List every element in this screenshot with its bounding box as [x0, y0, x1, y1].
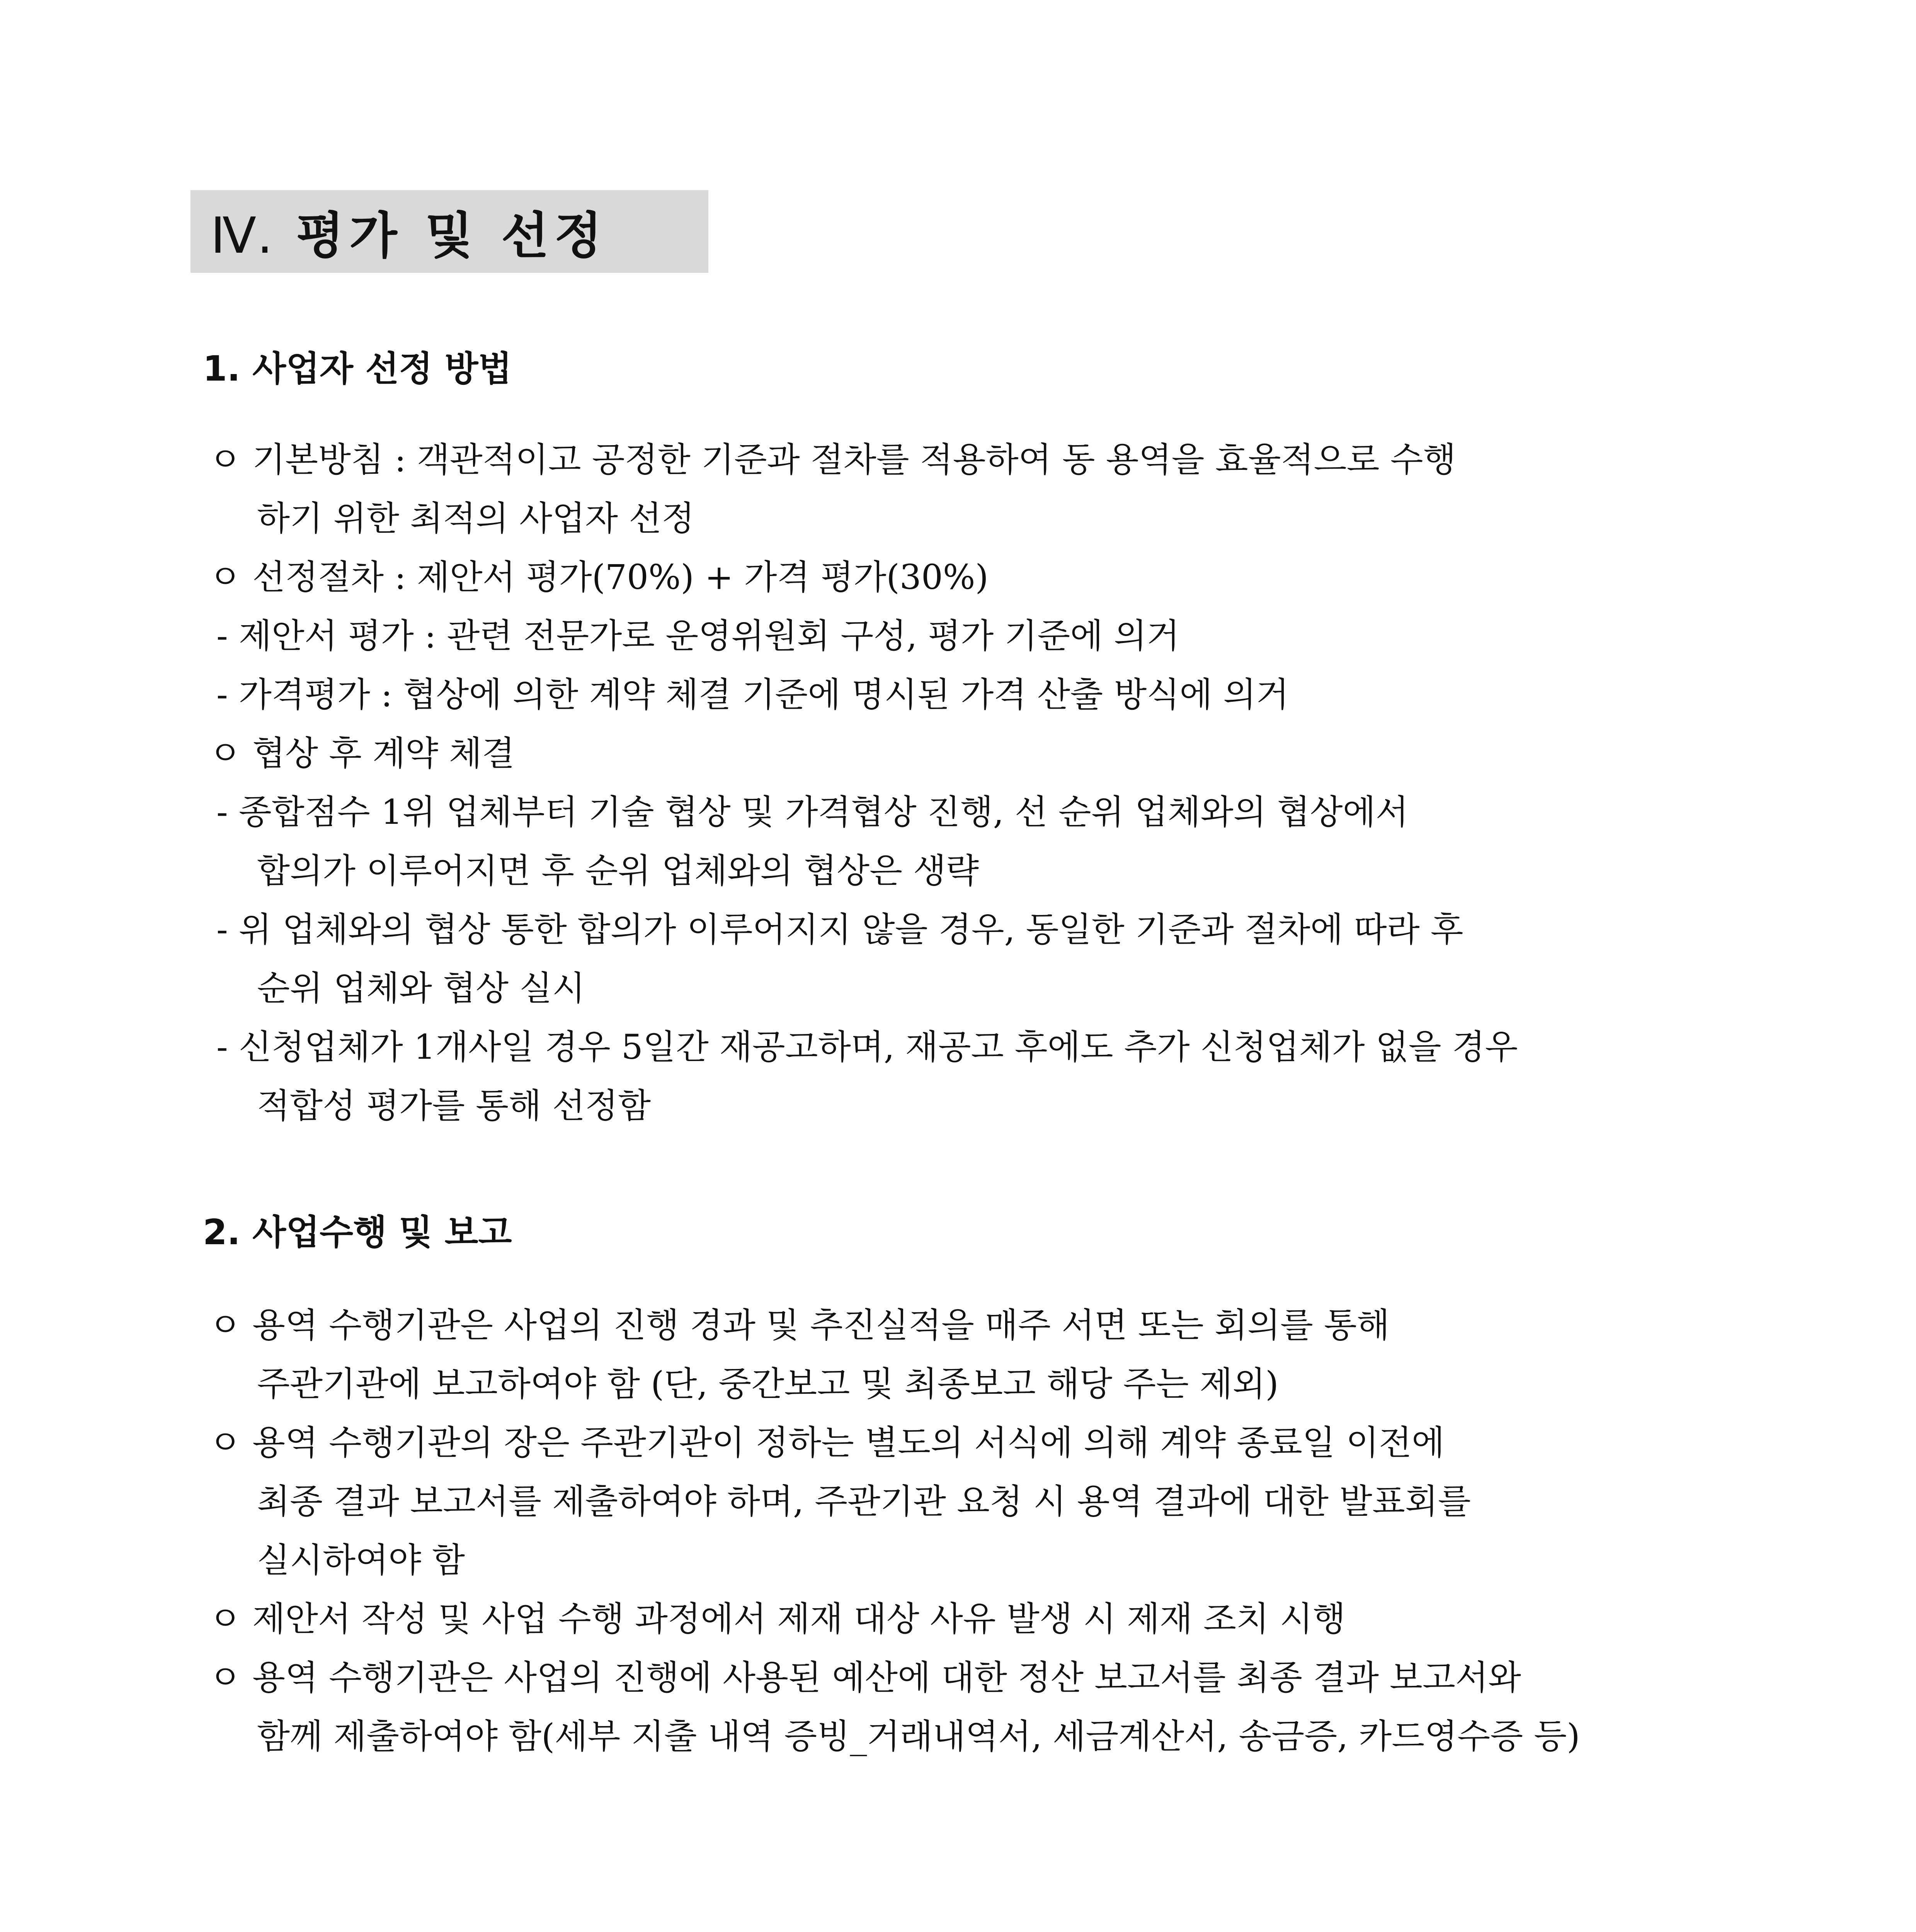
- section-1-line: 합의가 이루어지면 후 순위 업체와의 협상은 생략: [257, 851, 979, 891]
- section-1-line: 하기 위한 최적의 사업자 선정: [257, 498, 694, 538]
- section-2-line: 함께 제출하여야 함(세부 지출 내역 증빙_거래내역서, 세금계산서, 송금증, 카드영수증 등): [257, 1716, 1580, 1756]
- section-2-line: ㅇ 제안서 작성 및 사업 수행 과정에서 제재 대상 사유 발생 시 제재 조치 시행: [209, 1599, 1346, 1639]
- section-1-line: 순위 업체와 협상 실시: [257, 968, 585, 1008]
- section-1-line: - 신청업체가 1개사일 경우 5일간 재공고하며, 재공고 후에도 추가 신청업체가 없을 경우: [216, 1027, 1518, 1067]
- section-2-line: ㅇ 용역 수행기관의 장은 주관기관이 정하는 별도의 서식에 의해 계약 종료일 이전에: [209, 1423, 1445, 1463]
- section-1-line: - 종합점수 1위 업체부터 기술 협상 및 가격협상 진행, 선 순위 업체와의 협상에서: [216, 792, 1409, 832]
- section-2-heading: 2. 사업수행 및 보고: [203, 1212, 512, 1253]
- section-2-line: 최종 결과 보고서를 제출하여야 하며, 주관기관 요청 시 용역 결과에 대한 발표회를: [257, 1481, 1471, 1521]
- chapter-title-text: 평가 및 선정: [296, 207, 607, 265]
- section-2-line: 실시하여야 함: [257, 1540, 465, 1580]
- section-1-line: - 위 업체와의 협상 통한 합의가 이루어지지 않을 경우, 동일한 기준과 절차에 따라 후: [216, 910, 1463, 949]
- section-1-line: - 제안서 평가 : 관련 전문가로 운영위원회 구성, 평가 기준에 의거: [216, 616, 1180, 656]
- section-1-line: ㅇ 선정절차 : 제안서 평가(70%) + 가격 평가(30%): [209, 557, 989, 597]
- section-1-line: ㅇ 협상 후 계약 체결: [209, 733, 515, 773]
- section-1-line: 적합성 평가를 통해 선정함: [257, 1086, 651, 1126]
- chapter-title: [211, 196, 607, 267]
- section-2-line: ㅇ 용역 수행기관은 사업의 진행 경과 및 추진실적을 매주 서면 또는 회의를 통해: [209, 1305, 1390, 1345]
- section-2-line: ㅇ 용역 수행기관은 사업의 진행에 사용된 예산에 대한 정산 보고서를 최종 결과 보고서와: [209, 1658, 1521, 1697]
- chapter-number: Ⅳ.: [211, 207, 274, 265]
- section-1-line: - 가격평가 : 협상에 의한 계약 체결 기준에 명시된 가격 산출 방식에 의거: [216, 675, 1289, 714]
- section-1-heading: 1. 사업자 선정 방법: [203, 349, 512, 389]
- section-2-line: 주관기관에 보고하여야 함 (단, 중간보고 및 최종보고 해당 주는 제외): [257, 1364, 1279, 1404]
- section-1-line: ㅇ 기본방침 : 객관적이고 공정한 기준과 절차를 적용하여 동 용역을 효율적으로 수행: [209, 440, 1456, 480]
- chapter-title-box: [191, 190, 708, 273]
